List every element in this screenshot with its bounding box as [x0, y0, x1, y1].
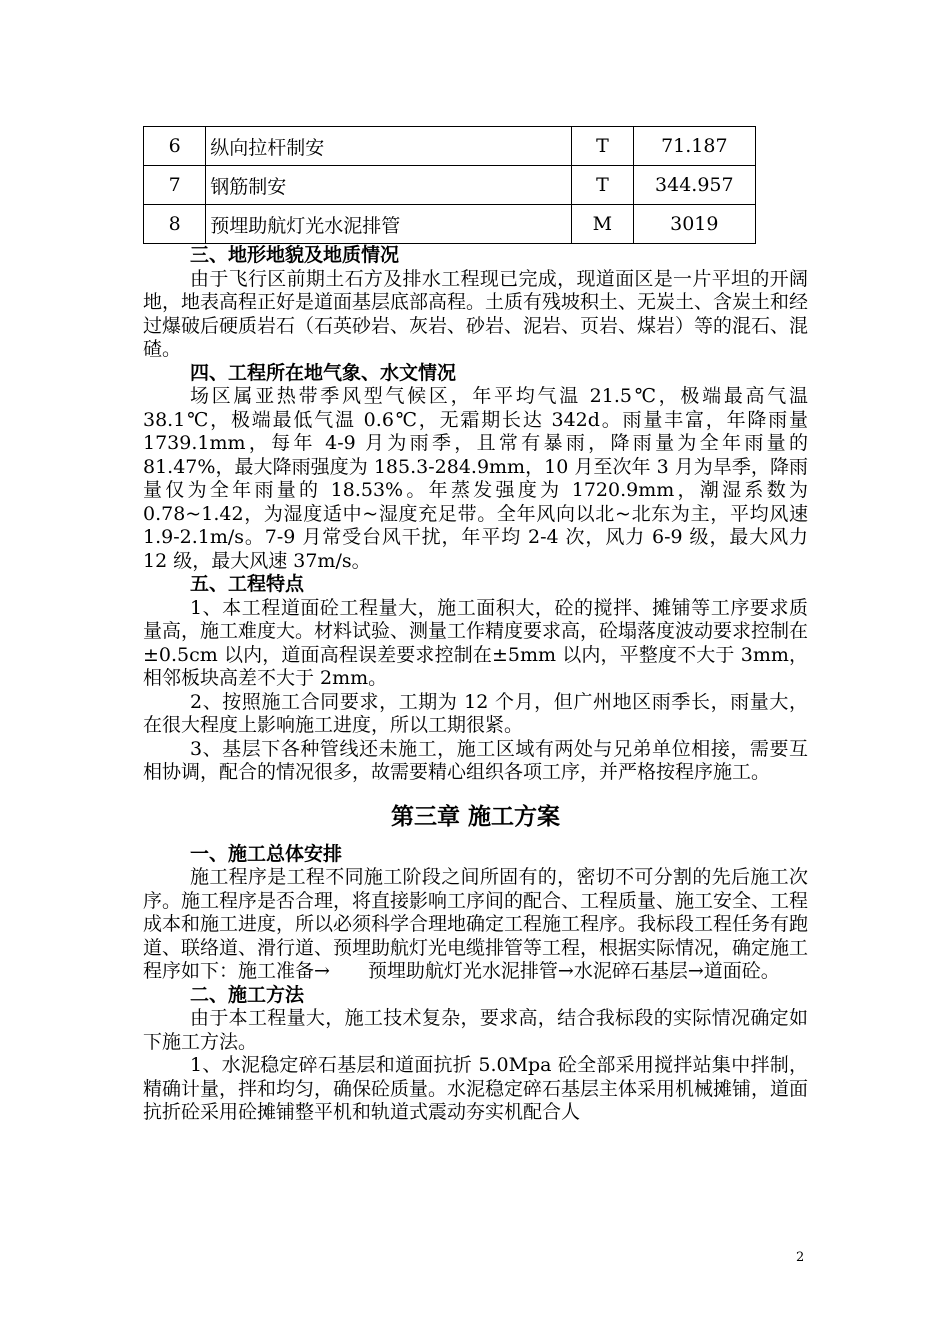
item-name: 纵向拉杆制安 — [206, 127, 572, 166]
item-unit: T — [572, 127, 633, 166]
row-number: 6 — [144, 127, 206, 166]
item-unit: T — [572, 166, 633, 205]
section-heading-climate: 四、工程所在地气象、水文情况 — [190, 361, 457, 384]
paragraph: 施工程序是工程不同施工阶段之间所固有的，密切不可分割的先后施工次序。施工程序是否合理，将直接影响工序间的配合、工程质量、施工安全、工程成本和施工进度，所以必须科学合理地确定工程施工程序。我标段工程任务有跑道、联络道、滑行道、预埋助航灯光电缆排管等工程，根据实际情况，确定施工程序如下：施工准备→ 预埋助航灯光水泥排管→水泥碎石基层→道面砼。 — [143, 866, 809, 982]
item-name: 预埋助航灯光水泥排管 — [206, 205, 572, 244]
paragraph: 由于本工程量大，施工技术复杂，要求高，结合我标段的实际情况确定如下施工方法。 — [143, 1007, 808, 1053]
row-number: 8 — [144, 205, 206, 244]
paragraph: 1、本工程道面砼工程量大，施工面积大，砼的搅拌、摊铺等工序要求质量高，施工难度大。材料试验、测量工作精度要求高，砼塌落度波动要求控制在±0.5cm 以内，道面高程误差要求控制在±5mm 以内，平整度不大于 3mm，相邻板块高差不大于 2mm。 — [143, 596, 809, 689]
page-number: 2 — [796, 1250, 805, 1265]
body-text — [143, 244, 808, 1125]
row-number: 7 — [144, 166, 206, 205]
section-heading-arrangement: 一、施工总体安排 — [190, 842, 343, 865]
item-quantity: 344.957 — [633, 166, 755, 205]
item-quantity: 71.187 — [633, 127, 755, 166]
paragraph: 3、基层下各种管线还未施工，施工区域有两处与兄弟单位相接，需要互相协调，配合的情况很多，故需要精心组织各项工序，并严格按程序施工。 — [143, 737, 808, 783]
table-row — [144, 166, 756, 205]
section-heading-terrain: 三、地形地貌及地质情况 — [190, 244, 400, 266]
paragraph: 场区属亚热带季风型气候区，年平均气温 21.5℃，极端最高气温 38.1℃，极端最低气温 0.6℃，无霜期长达 342d。雨量丰富，年降雨量 1739.1mm，每年 4-9 月为雨季，且常有暴雨，降雨量为全年雨量的 81.47%，最大降雨强度为 185.3-284.9mm，10 月至次年 3 月为旱季，降雨量仅为全年雨量的 18.53%。年蒸发强度为 1720.9mm，潮湿系数为 0.78~1.42，为湿度适中~湿度充足带。全年风向以北~北东为主，平均风速 1.9-2.1m/s。7-9 月常受台风干扰，年平均 2-4 次，风力 6-9 级，最大风力 12 级，最大风速 37m/s。 — [143, 385, 808, 572]
item-name: 钢筋制安 — [206, 166, 572, 205]
item-quantity: 3019 — [633, 205, 755, 244]
item-unit: M — [572, 205, 633, 244]
chapter-title: 第三章 施工方案 — [390, 802, 560, 830]
section-heading-features: 五、工程特点 — [190, 573, 305, 595]
quantities-table — [143, 126, 756, 244]
table-row — [144, 127, 756, 166]
paragraph: 1、水泥稳定碎石基层和道面抗折 5.0Mpa 砼全部采用搅拌站集中拌制，精确计量，拌和均匀，确保砼质量。水泥稳定碎石基层主体采用机械摊铺，道面抗折砼采用砼摊铺整平机和轨道式震动夯实机配合人 — [143, 1054, 809, 1123]
table-row — [144, 205, 756, 244]
section-heading-methods: 二、施工方法 — [190, 983, 305, 1006]
paragraph: 由于飞行区前期土石方及排水工程现已完成，现道面区是一片平坦的开阔地，地表高程正好是道面基层底部高程。土质有残坡积土、无炭土、含炭土和经过爆破后硬质岩石（石英砂岩、灰岩、砂岩、泥岩、页岩、煤岩）等的混石、混碴。 — [143, 267, 809, 360]
paragraph: 2、按照施工合同要求，工期为 12 个月，但广州地区雨季长，雨量大，在很大程度上影响施工进度，所以工期很紧。 — [143, 690, 808, 736]
